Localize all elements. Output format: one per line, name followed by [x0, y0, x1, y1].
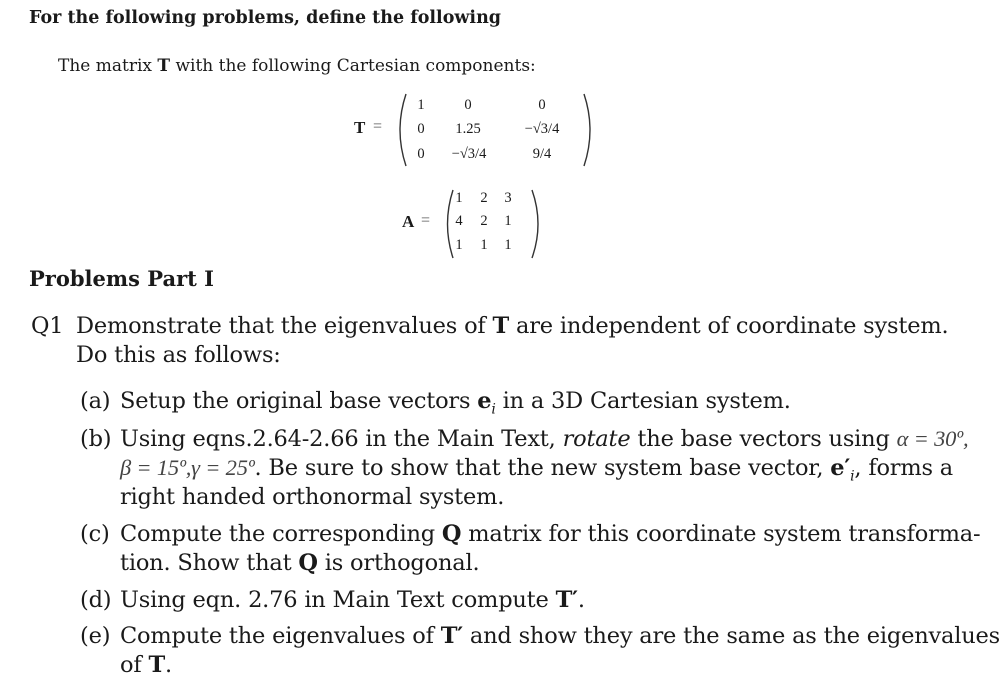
matrix-a-equals: = [421, 212, 431, 229]
matrix-a-cell-2-0: 1 [455, 237, 463, 253]
part-d-text [120, 587, 585, 613]
part-a-sub: i [491, 401, 496, 418]
matrix-t-cell-1-1: 1.25 [455, 121, 481, 137]
matrix-t-cell-1-2: −√3/4 [524, 121, 560, 137]
part-d-post: . [577, 587, 585, 613]
section-title: Problems Part I [29, 266, 214, 291]
part-b-l1-italic: rotate [562, 426, 631, 452]
part-e-l2-bold: T [148, 652, 165, 678]
part-b-l2-post: . Be sure to show that the new system base vector, [254, 455, 831, 481]
part-b-l2-math: β = 15º,γ = 25º [120, 455, 255, 480]
q1-line-2: Do this as follows: [76, 342, 281, 368]
part-b-line-3: right handed orthonormal system. [120, 484, 505, 510]
intro-pre: The matrix [58, 56, 158, 76]
part-c-l1-bold: Q [441, 521, 462, 547]
matrix-a-cell-0-0: 1 [455, 190, 463, 206]
part-e-l1-pre: Compute the eigenvalues of [120, 623, 441, 649]
part-d-bold: T′ [555, 587, 578, 613]
header-title: For the following problems, define the following [29, 8, 502, 28]
part-c-l2-pre: tion. Show that [120, 550, 299, 576]
part-e-l1-bold: T′ [440, 623, 463, 649]
matrix-t-name: T [354, 118, 366, 137]
part-c-l2-post: is orthogonal. [317, 550, 480, 576]
matrix-t-cell-2-1: −√3/4 [451, 146, 487, 162]
intro-post: with the following Cartesian components: [170, 56, 536, 76]
q1-line1-bold: T [492, 313, 510, 339]
part-b-l1-math: α = 30º, [896, 426, 969, 451]
part-c-l1-post: matrix for this coordinate system transforma- [461, 521, 981, 547]
matrix-t-cell-1-0: 0 [417, 121, 425, 137]
matrix-a-cell-1-1: 2 [480, 213, 488, 229]
q1-line-1 [76, 313, 948, 339]
part-b-l1-pre: Using eqns.2.64-2.66 in the Main Text, [120, 426, 563, 452]
part-b-l2-vector: e′ [830, 455, 851, 481]
part-e-l2-pre: of [120, 652, 149, 678]
matrix-t-cell-0-0: 1 [417, 97, 425, 113]
part-b-l2-sub: i [850, 468, 855, 485]
matrix-a-cell-0-1: 2 [480, 190, 488, 206]
matrix-a-cell-1-0: 4 [455, 213, 463, 229]
part-e-l1-post: and show they are the same as the eigenvalues [462, 623, 1000, 649]
part-a-post: in a 3D Cartesian system. [495, 388, 791, 414]
part-a-vector: e [477, 388, 492, 414]
part-c-label: (c) [80, 521, 110, 547]
part-e-label: (e) [80, 623, 111, 649]
matrix-t-cell-2-2: 9/4 [532, 146, 552, 162]
q1-line1-pre: Demonstrate that the eigenvalues of [76, 313, 493, 339]
part-c-line-2 [120, 550, 479, 576]
part-d-pre: Using eqn. 2.76 in Main Text compute [120, 587, 556, 613]
matrix-t-cell-0-2: 0 [538, 97, 546, 113]
q1-number: Q1 [31, 313, 64, 339]
intro-text [58, 56, 536, 76]
matrix-a-cell-2-1: 1 [480, 237, 488, 253]
part-a-label: (a) [80, 388, 111, 414]
part-a-pre: Setup the original base vectors [120, 388, 478, 414]
part-b-l1-post: the base vectors using [630, 426, 897, 452]
part-c-line-1 [120, 521, 980, 547]
intro-bold-t: T [157, 56, 171, 76]
matrix-a-cell-0-2: 3 [504, 190, 512, 206]
matrix-a-name: A [402, 212, 415, 231]
matrix-a-cell-2-2: 1 [504, 237, 512, 253]
q1-line1-post: are independent of coordinate system. [509, 313, 949, 339]
matrix-a-cell-1-2: 1 [504, 213, 512, 229]
matrix-t-equals: = [373, 118, 383, 135]
part-b-l2-end: , forms a [854, 455, 954, 481]
part-b-line-1 [120, 426, 968, 452]
part-e-line-1 [120, 623, 1000, 649]
part-b-line-2 [120, 455, 953, 485]
part-d-label: (d) [80, 587, 112, 613]
part-c-l2-bold: Q [298, 550, 318, 576]
part-b-label: (b) [80, 426, 112, 452]
matrix-t-cell-2-0: 0 [417, 146, 425, 162]
part-e-l2-post: . [164, 652, 172, 678]
matrix-t-cell-0-1: 0 [464, 97, 472, 113]
part-c-l1-pre: Compute the corresponding [120, 521, 442, 547]
part-e-line-2 [120, 652, 172, 678]
part-a-text [120, 388, 791, 418]
